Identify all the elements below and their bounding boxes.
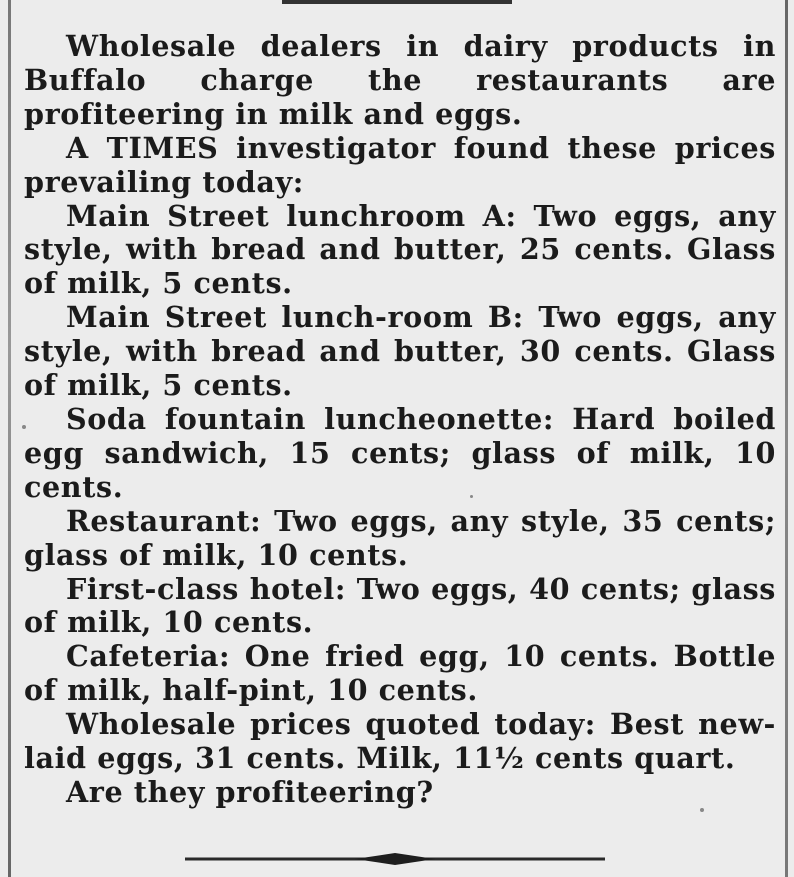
column-rule-icon — [282, 0, 512, 4]
print-speck — [700, 808, 704, 812]
article-paragraph: Cafeteria: One fried egg, 10 cents. Bottle of milk, half-pint, 10 cents. — [24, 639, 776, 708]
article-paragraph: First-class hotel: Two eggs, 40 cents; glass of milk, 10 cents. — [24, 571, 776, 640]
article-paragraph: Wholesale dealers in dairy products in Buffalo charge the restaurants are profiteering in milk and eggs. — [24, 29, 776, 131]
article-paragraph: Main Street lunch-room B: Two eggs, any style, with bread and butter, 30 cents. Glass of milk, 5 cents. — [24, 300, 776, 403]
article-paragraph: A TIMES investigator found these prices prevailing today: — [24, 130, 776, 199]
print-speck — [470, 495, 473, 498]
article-body — [24, 30, 776, 810]
print-speck — [22, 425, 26, 429]
column-border-right — [785, 0, 788, 877]
article-paragraph: Wholesale prices quoted today: Best new-laid eggs, 31 cents. Milk, 11½ cents quart. — [24, 707, 776, 776]
article-paragraph: Main Street lunchroom A: Two eggs, any style, with bread and butter, 25 cents. Glass of milk, 5 cents. — [24, 198, 776, 301]
article-paragraph: Restaurant: Two eggs, any style, 35 cents; glass of milk, 10 cents. — [24, 503, 776, 572]
article-closing-question: Are they profiteering? — [66, 774, 434, 809]
column-border-left — [8, 0, 11, 877]
article-paragraph: Soda fountain luncheonette: Hard boiled egg sandwich, 15 cents; glass of milk, 10 cents. — [24, 401, 776, 504]
dash-rule-ornament-icon — [185, 851, 605, 867]
